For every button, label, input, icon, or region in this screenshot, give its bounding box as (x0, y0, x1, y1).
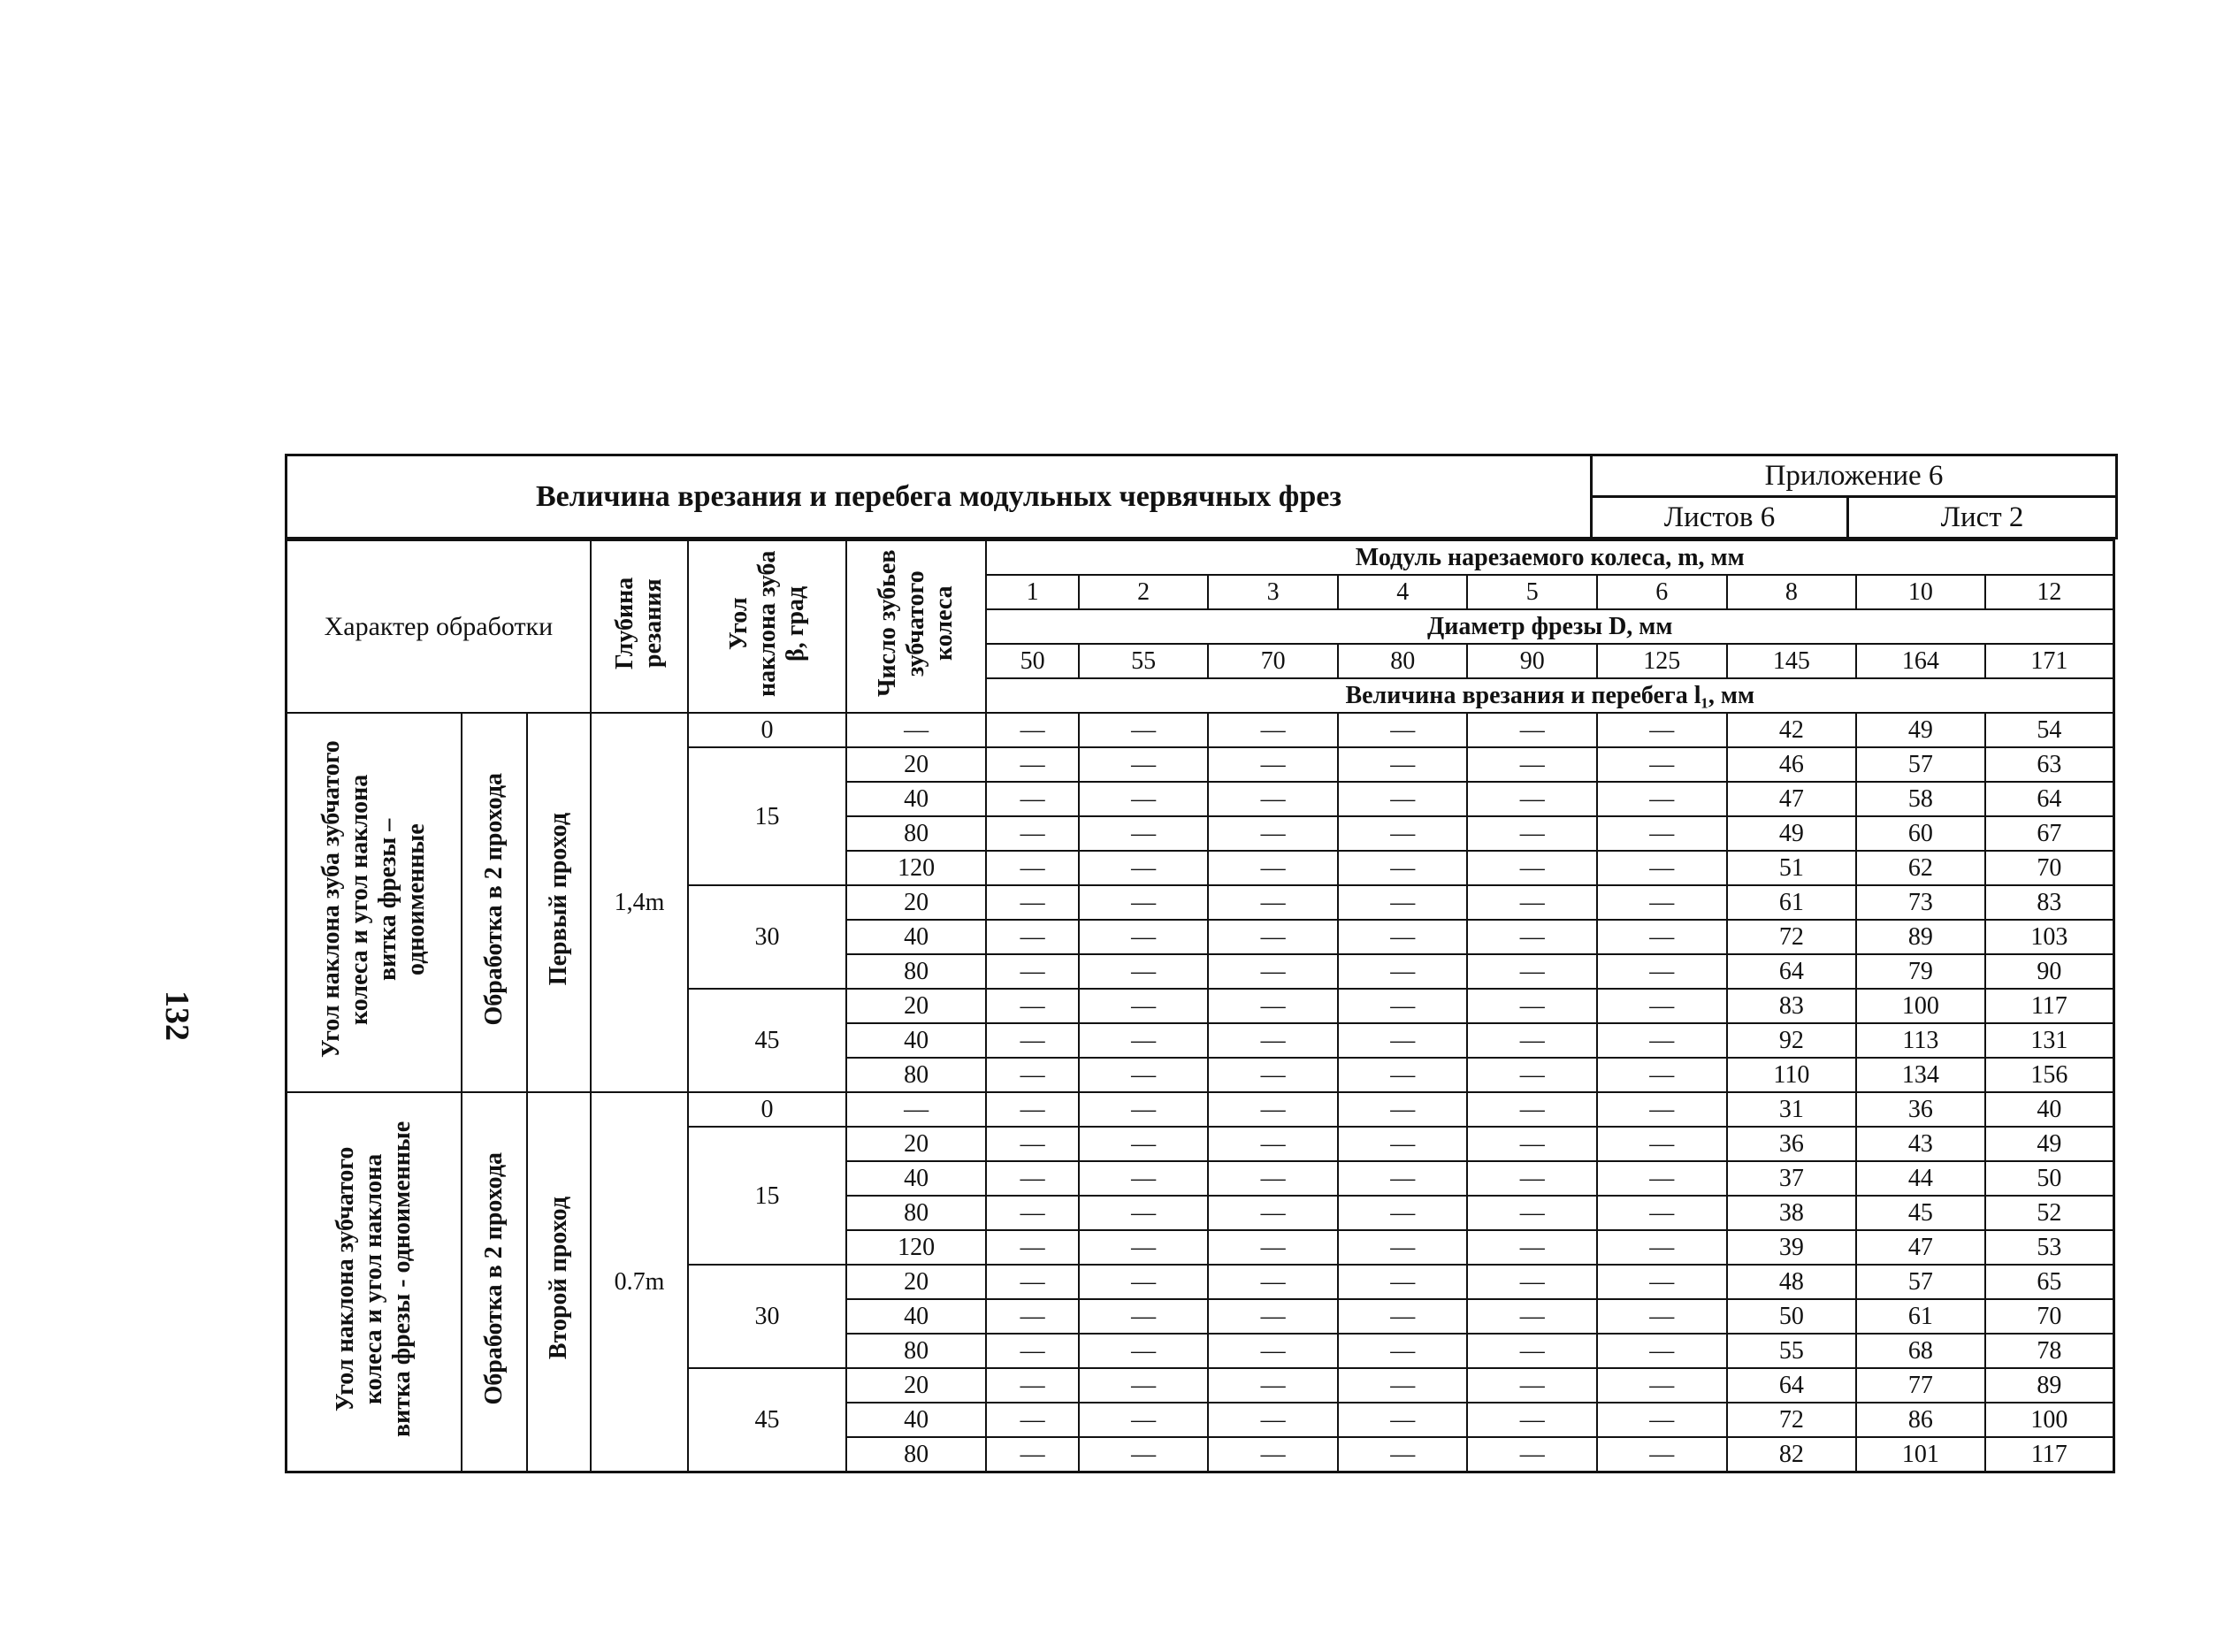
value-cell: 78 (1985, 1334, 2114, 1368)
dash-cell: — (1079, 1127, 1209, 1161)
dash-cell: — (1467, 1265, 1597, 1299)
dash-cell: — (986, 1092, 1078, 1127)
dash-cell: — (1467, 885, 1597, 920)
dash-cell: — (1467, 1058, 1597, 1092)
dash-cell: — (986, 1437, 1078, 1472)
value-cell: 131 (1985, 1023, 2114, 1058)
character-cell (287, 713, 462, 1092)
dash-cell: — (986, 713, 1078, 747)
value-cell: 67 (1985, 816, 2114, 851)
teeth-cell: 40 (846, 1299, 987, 1334)
angle-cell: 30 (688, 885, 846, 989)
value-cell: 43 (1856, 1127, 1985, 1161)
value-cell: 100 (1856, 989, 1985, 1023)
depth-header (591, 540, 688, 713)
dash-cell: — (1079, 920, 1209, 954)
dash-cell: — (1079, 816, 1209, 851)
value-cell: 63 (1985, 747, 2114, 782)
depth-cell: 0.7m (591, 1092, 688, 1472)
dash-cell: — (1338, 782, 1468, 816)
dash-cell: — (986, 1058, 1078, 1092)
angle-header-text: Угол наклона зуба β, град (724, 549, 809, 697)
dash-cell: — (1597, 1334, 1727, 1368)
dash-cell: — (986, 1403, 1078, 1437)
dash-cell: — (1079, 989, 1209, 1023)
diameter-value: 171 (1985, 644, 2114, 678)
dash-cell: — (1467, 1092, 1597, 1127)
teeth-cell: 80 (846, 816, 987, 851)
value-cell: 64 (1727, 1368, 1857, 1403)
dash-cell: — (986, 1299, 1078, 1334)
dash-cell: — (1079, 1196, 1209, 1230)
dash-cell: — (1597, 1058, 1727, 1092)
mode-cell (462, 1092, 526, 1472)
value-cell: 64 (1727, 954, 1857, 989)
mode-cell-text: Обработка в 2 прохода (479, 1151, 508, 1405)
dash-cell: — (1338, 851, 1468, 885)
dash-cell: — (1338, 1023, 1468, 1058)
angle-cell: 30 (688, 1265, 846, 1368)
dash-cell: — (1467, 920, 1597, 954)
diameter-value: 90 (1467, 644, 1597, 678)
value-cell: 39 (1727, 1230, 1857, 1265)
dash-cell: — (1079, 1161, 1209, 1196)
dash-cell: — (1597, 1196, 1727, 1230)
dash-cell: — (1597, 1127, 1727, 1161)
dash-cell: — (1079, 851, 1209, 885)
dash-cell: — (1467, 782, 1597, 816)
dash-cell: — (1208, 954, 1338, 989)
diameter-value: 50 (986, 644, 1078, 678)
teeth-cell: 40 (846, 920, 987, 954)
diameter-value: 80 (1338, 644, 1468, 678)
value-cell: 44 (1856, 1161, 1985, 1196)
dash-cell: — (1597, 920, 1727, 954)
value-cell: 46 (1727, 747, 1857, 782)
dash-cell: — (1338, 920, 1468, 954)
dash-cell: — (1597, 816, 1727, 851)
value-cell: 49 (1985, 1127, 2114, 1161)
teeth-cell: 40 (846, 782, 987, 816)
value-cell: 60 (1856, 816, 1985, 851)
dash-cell: — (1079, 1403, 1209, 1437)
dash-cell: — (1079, 1334, 1209, 1368)
dash-cell: — (1079, 1437, 1209, 1472)
data-table (285, 539, 2115, 1473)
dash-cell: — (986, 1161, 1078, 1196)
value-cell: 45 (1856, 1196, 1985, 1230)
module-value: 4 (1338, 575, 1468, 609)
dash-cell: — (1467, 989, 1597, 1023)
value-cell: 42 (1727, 713, 1857, 747)
value-cell: 73 (1856, 885, 1985, 920)
value-cell: 113 (1856, 1023, 1985, 1058)
teeth-cell: 20 (846, 885, 987, 920)
dash-cell: — (1338, 1058, 1468, 1092)
header-row (287, 540, 2114, 575)
dash-cell: — (1208, 920, 1338, 954)
value-cell: 65 (1985, 1265, 2114, 1299)
value-cell: 89 (1985, 1368, 2114, 1403)
dash-cell: — (1597, 1161, 1727, 1196)
dash-cell: — (1597, 851, 1727, 885)
dash-cell: — (1597, 713, 1727, 747)
dash-cell: — (1208, 713, 1338, 747)
value-cell: 57 (1856, 1265, 1985, 1299)
diameter-value: 164 (1856, 644, 1985, 678)
dash-cell: — (1208, 1368, 1338, 1403)
value-title: Величина врезания и перебега l₁, мм (986, 678, 2113, 713)
dash-cell: — (1338, 1334, 1468, 1368)
dash-cell: — (1597, 782, 1727, 816)
dash-cell: — (1597, 954, 1727, 989)
depth-cell: 1,4m (591, 713, 688, 1092)
dash-cell: — (1467, 1230, 1597, 1265)
pass-cell (527, 1092, 591, 1472)
processing-header: Характер обработки (287, 540, 591, 713)
dash-cell: — (1208, 1334, 1338, 1368)
dash-cell: — (1467, 1334, 1597, 1368)
value-cell: 103 (1985, 920, 2114, 954)
value-cell: 156 (1985, 1058, 2114, 1092)
dash-cell: — (1467, 1127, 1597, 1161)
teeth-cell: 80 (846, 1058, 987, 1092)
value-cell: 70 (1985, 1299, 2114, 1334)
teeth-cell: 120 (846, 1230, 987, 1265)
character-cell (287, 1092, 462, 1472)
dash-cell: — (1597, 747, 1727, 782)
pass-cell-text: Первый проход (544, 812, 572, 986)
value-cell: 117 (1985, 1437, 2114, 1472)
dash-cell: — (1208, 1161, 1338, 1196)
value-cell: 48 (1727, 1265, 1857, 1299)
module-value: 8 (1727, 575, 1857, 609)
dash-cell: — (1597, 989, 1727, 1023)
dash-cell: — (1079, 1368, 1209, 1403)
sheets-total: Листов 6 (1592, 497, 1848, 539)
dash-cell: — (1208, 782, 1338, 816)
dash-cell: — (986, 1334, 1078, 1368)
angle-cell: 15 (688, 1127, 846, 1265)
dash-cell: — (986, 954, 1078, 989)
dash-cell: — (986, 885, 1078, 920)
module-value: 12 (1985, 575, 2114, 609)
page-number: 132 (158, 990, 195, 1041)
value-cell: 50 (1727, 1299, 1857, 1334)
dash-cell: — (1079, 885, 1209, 920)
dash-cell: — (986, 1196, 1078, 1230)
angle-cell: 0 (688, 713, 846, 747)
dash-cell: — (986, 989, 1078, 1023)
module-title: Модуль нарезаемого колеса, m, мм (986, 540, 2113, 575)
dash-cell: — (1597, 1265, 1727, 1299)
value-cell: 52 (1985, 1196, 2114, 1230)
teeth-cell: 20 (846, 1265, 987, 1299)
teeth-cell: 80 (846, 1196, 987, 1230)
dash-cell: — (1208, 1230, 1338, 1265)
value-cell: 110 (1727, 1058, 1857, 1092)
diameter-value: 70 (1208, 644, 1338, 678)
dash-cell: — (1467, 1299, 1597, 1334)
value-cell: 83 (1985, 885, 2114, 920)
module-value: 6 (1597, 575, 1727, 609)
mode-cell (462, 713, 526, 1092)
dash-cell: — (1597, 1230, 1727, 1265)
value-cell: 64 (1985, 782, 2114, 816)
dash-cell: — (1467, 713, 1597, 747)
dash-cell: — (1079, 1299, 1209, 1334)
pass-cell-text: Второй проход (544, 1197, 572, 1360)
dash-cell: — (1338, 885, 1468, 920)
value-cell: 62 (1856, 851, 1985, 885)
dash-cell: — (1338, 1092, 1468, 1127)
teeth-cell: 20 (846, 1127, 987, 1161)
dash-cell: — (1338, 989, 1468, 1023)
value-cell: 134 (1856, 1058, 1985, 1092)
dash-cell: — (1597, 1437, 1727, 1472)
dash-cell: — (1467, 816, 1597, 851)
value-cell: 70 (1985, 851, 2114, 885)
dash-cell: — (986, 782, 1078, 816)
dash-cell: — (1079, 713, 1209, 747)
dash-cell: — (986, 816, 1078, 851)
dash-cell: — (986, 1127, 1078, 1161)
dash-cell: — (1208, 1127, 1338, 1161)
dash-cell: — (1467, 1437, 1597, 1472)
diameter-value: 145 (1727, 644, 1857, 678)
value-cell: 72 (1727, 920, 1857, 954)
value-cell: 49 (1856, 713, 1985, 747)
value-cell: 101 (1856, 1437, 1985, 1472)
value-cell: 36 (1727, 1127, 1857, 1161)
teeth-header (846, 540, 987, 713)
dash-cell: — (1338, 1299, 1468, 1334)
value-cell: 49 (1727, 816, 1857, 851)
value-cell: 117 (1985, 989, 2114, 1023)
dash-cell: — (1338, 1230, 1468, 1265)
dash-cell: — (1597, 1403, 1727, 1437)
dash-cell: — (1208, 885, 1338, 920)
dash-cell: — (1338, 1437, 1468, 1472)
dash-cell: — (1467, 1403, 1597, 1437)
dash-cell: — (1338, 1368, 1468, 1403)
angle-cell: 45 (688, 1368, 846, 1472)
dash-cell: — (1467, 747, 1597, 782)
value-cell: 50 (1985, 1161, 2114, 1196)
value-cell: 51 (1727, 851, 1857, 885)
dash-cell: — (1079, 1023, 1209, 1058)
dash-cell: — (1208, 1058, 1338, 1092)
teeth-cell: 20 (846, 989, 987, 1023)
dash-cell: — (1597, 885, 1727, 920)
dash-cell: — (1467, 1023, 1597, 1058)
dash-cell: — (1338, 1196, 1468, 1230)
dash-cell: — (986, 1023, 1078, 1058)
dash-cell: — (1208, 747, 1338, 782)
value-cell: 100 (1985, 1403, 2114, 1437)
value-cell: 53 (1985, 1230, 2114, 1265)
character-cell-text: Угол наклона зуба зубчатого колеса и угол наклона витка фрезы – одноименные (317, 740, 431, 1058)
dash-cell: — (1338, 1265, 1468, 1299)
angle-cell: 45 (688, 989, 846, 1092)
dash-cell: — (1467, 1161, 1597, 1196)
dash-cell: — (1208, 1023, 1338, 1058)
value-cell: 77 (1856, 1368, 1985, 1403)
dash-cell: — (1467, 851, 1597, 885)
title-block (285, 454, 2118, 539)
value-cell: 86 (1856, 1403, 1985, 1437)
appendix-label: Приложение 6 (1592, 455, 2117, 497)
document-title: Величина врезания и перебега модульных червячных фрез (287, 455, 1592, 539)
value-cell: 92 (1727, 1023, 1857, 1058)
dash-cell: — (986, 747, 1078, 782)
angle-header (688, 540, 846, 713)
value-cell: 82 (1727, 1437, 1857, 1472)
dash-cell: — (1467, 1196, 1597, 1230)
value-cell: 55 (1727, 1334, 1857, 1368)
teeth-cell: — (846, 713, 987, 747)
dash-cell: — (1208, 1403, 1338, 1437)
dash-cell: — (1338, 1403, 1468, 1437)
dash-cell: — (1208, 851, 1338, 885)
table-row (287, 1092, 2114, 1127)
value-cell: 38 (1727, 1196, 1857, 1230)
dash-cell: — (1338, 747, 1468, 782)
teeth-cell: 40 (846, 1023, 987, 1058)
teeth-cell: 40 (846, 1161, 987, 1196)
dash-cell: — (1208, 1265, 1338, 1299)
angle-cell: 15 (688, 747, 846, 885)
value-cell: 72 (1727, 1403, 1857, 1437)
angle-cell: 0 (688, 1092, 846, 1127)
module-value: 10 (1856, 575, 1985, 609)
teeth-cell: 20 (846, 747, 987, 782)
value-cell: 83 (1727, 989, 1857, 1023)
teeth-cell: 80 (846, 1437, 987, 1472)
dash-cell: — (1079, 1092, 1209, 1127)
dash-cell: — (986, 1265, 1078, 1299)
module-value: 3 (1208, 575, 1338, 609)
dash-cell: — (1208, 1299, 1338, 1334)
value-cell: 40 (1985, 1092, 2114, 1127)
teeth-header-text: Число зубьев зубчатого колеса (874, 549, 959, 697)
value-cell: 37 (1727, 1161, 1857, 1196)
module-value: 5 (1467, 575, 1597, 609)
dash-cell: — (986, 1368, 1078, 1403)
diameter-value: 125 (1597, 644, 1727, 678)
teeth-cell: 120 (846, 851, 987, 885)
mode-cell-text: Обработка в 2 прохода (479, 772, 508, 1026)
value-cell: 31 (1727, 1092, 1857, 1127)
value-cell: 90 (1985, 954, 2114, 989)
diameter-value: 55 (1079, 644, 1209, 678)
dash-cell: — (1597, 1368, 1727, 1403)
dash-cell: — (986, 1230, 1078, 1265)
dash-cell: — (1338, 1161, 1468, 1196)
dash-cell: — (1338, 713, 1468, 747)
dash-cell: — (1467, 954, 1597, 989)
value-cell: 58 (1856, 782, 1985, 816)
value-cell: 68 (1856, 1334, 1985, 1368)
diameter-title: Диаметр фрезы D, мм (986, 609, 2113, 644)
teeth-cell: 40 (846, 1403, 987, 1437)
dash-cell: — (1467, 1368, 1597, 1403)
sheet-number: Лист 2 (1848, 497, 2117, 539)
value-cell: 36 (1856, 1092, 1985, 1127)
teeth-cell: — (846, 1092, 987, 1127)
character-cell-text: Угол наклона зубчатого колеса и угол наклона витка фрезы - одноименные (332, 1120, 417, 1437)
document-sheet (285, 454, 2115, 1473)
dash-cell: — (1079, 1230, 1209, 1265)
dash-cell: — (1338, 954, 1468, 989)
dash-cell: — (1079, 1058, 1209, 1092)
value-cell: 61 (1727, 885, 1857, 920)
value-cell: 89 (1856, 920, 1985, 954)
value-cell: 79 (1856, 954, 1985, 989)
dash-cell: — (1208, 1196, 1338, 1230)
dash-cell: — (1208, 1437, 1338, 1472)
dash-cell: — (1208, 1092, 1338, 1127)
pass-cell (527, 713, 591, 1092)
value-cell: 61 (1856, 1299, 1985, 1334)
dash-cell: — (986, 851, 1078, 885)
value-cell: 57 (1856, 747, 1985, 782)
dash-cell: — (1338, 1127, 1468, 1161)
dash-cell: — (1079, 782, 1209, 816)
dash-cell: — (1597, 1299, 1727, 1334)
dash-cell: — (1338, 816, 1468, 851)
value-cell: 47 (1856, 1230, 1985, 1265)
dash-cell: — (1079, 1265, 1209, 1299)
teeth-cell: 80 (846, 954, 987, 989)
table-row (287, 713, 2114, 747)
dash-cell: — (1208, 989, 1338, 1023)
value-cell: 47 (1727, 782, 1857, 816)
depth-header-text: Глубина резания (610, 577, 667, 669)
teeth-cell: 20 (846, 1368, 987, 1403)
module-value: 1 (986, 575, 1078, 609)
module-value: 2 (1079, 575, 1209, 609)
value-cell: 54 (1985, 713, 2114, 747)
dash-cell: — (1079, 954, 1209, 989)
dash-cell: — (986, 920, 1078, 954)
dash-cell: — (1597, 1023, 1727, 1058)
dash-cell: — (1208, 816, 1338, 851)
dash-cell: — (1079, 747, 1209, 782)
dash-cell: — (1597, 1092, 1727, 1127)
teeth-cell: 80 (846, 1334, 987, 1368)
